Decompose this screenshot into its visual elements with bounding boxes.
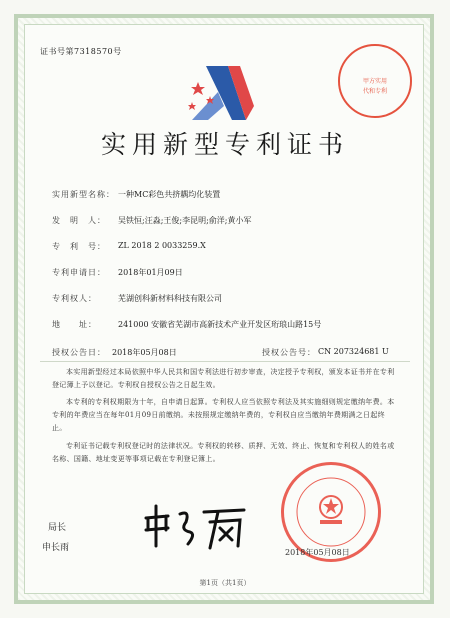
field-label-owner: 专利权人： — [52, 294, 97, 303]
field-label-apply-date: 专利申请日： — [52, 268, 106, 277]
paragraph-term: 本专利的专利权期限为十年，自申请日起算。专利权人应当依照专利法及其实施细则规定缴纳年费。本专利的年费应当在每年01月09日前缴纳。未按照规定缴纳年费的，专利权自应当缴纳年费期满之日起终止。 — [52, 398, 395, 432]
grant-date-label: 授权公告日： — [52, 348, 106, 357]
field-value-apply-date: 2018年01月09日 — [118, 268, 183, 277]
field-label-inventors: 发 明 人： — [52, 216, 106, 225]
seal-emblem-icon — [284, 465, 378, 559]
grant-no-label: 授权公告号： — [262, 348, 316, 357]
grant-no-value: CN 207324681 U — [318, 347, 389, 356]
signature-name: 申长雨 — [42, 543, 70, 553]
seal-line-2: 代和专利 — [362, 88, 387, 95]
handwritten-signature — [140, 500, 250, 556]
top-right-seal — [338, 44, 412, 118]
stamp-date: 2018年05月08日 — [285, 548, 350, 557]
divider — [40, 361, 410, 362]
field-value-address: 241000 安徽省芜湖市高新技术产业开发区珩琅山路15号 — [118, 320, 322, 329]
field-value-patent-no: ZL 2018 2 0033259.X — [118, 241, 206, 250]
field-value-owner: 芜湖创科新材料科技有限公司 — [118, 294, 222, 303]
paragraph-grant: 本实用新型经过本局依照中华人民共和国专利法进行初步审查，决定授予专利权，颁发本证书并在专利登记簿上予以登记。专利权自授权公告之日起生效。 — [52, 368, 395, 389]
field-value-inventors: 吴铁恒;汪淼;王俊;李昆明;俞洋;黄小军 — [118, 216, 252, 225]
page-title: 实用新型专利证书 — [100, 130, 349, 159]
paragraph-status: 专利证书记载专利权登记时的法律状况。专利权的转移、质押、无效、终止、恢复和专利权人的姓名或名称、国籍、地址变更等事项记载在专利登记簿上。 — [52, 442, 395, 463]
seal-line-1: 甲方实用 — [362, 78, 387, 85]
field-label-patent-no: 专 利 号： — [52, 242, 106, 251]
field-value-name: 一种MC彩色共挤耦均化装置 — [118, 190, 221, 199]
page-footer: 第1页（共1页） — [199, 579, 251, 587]
patent-office-logo — [188, 62, 262, 124]
field-label-address: 地 址： — [52, 320, 97, 329]
signature-title: 局长 — [48, 523, 67, 533]
certificate-number: 证书号第7318570号 — [40, 47, 122, 56]
field-label-name: 实用新型名称： — [52, 190, 115, 199]
grant-date-value: 2018年05月08日 — [112, 348, 177, 357]
